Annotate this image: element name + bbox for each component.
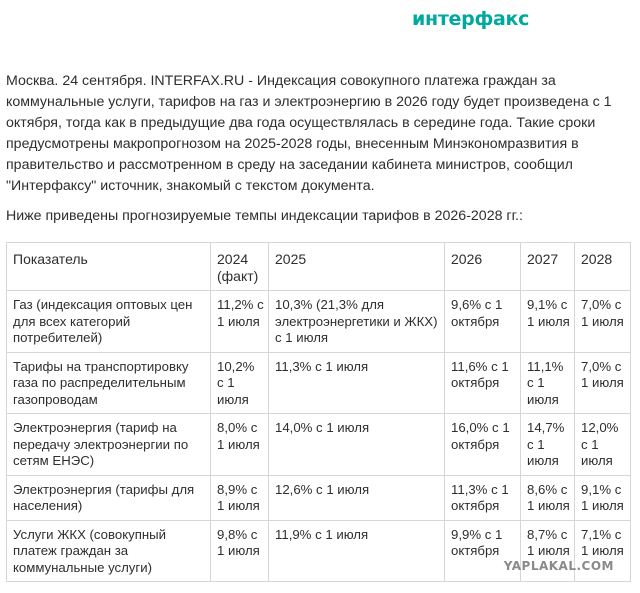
table-cell: 11,3% с 1 июля <box>269 352 445 414</box>
table-cell: 8,7% с 1 июля <box>521 520 575 582</box>
table-cell: 11,6% с 1 октября <box>445 352 521 414</box>
table-cell: 9,1% с 1 июля <box>521 291 575 353</box>
table-cell: Газ (индексация оптовых цен для всех категорий потребителей) <box>7 291 211 353</box>
header-2027: 2027 <box>521 243 575 291</box>
header-2024: 2024 (факт) <box>211 243 269 291</box>
table-cell: 14,7% с 1 июля <box>521 414 575 476</box>
table-cell: 7,1% с 1 июля <box>575 520 631 582</box>
table-cell: 11,2% с 1 июля <box>211 291 269 353</box>
watermark: YAPLAKAL.COM <box>503 559 614 573</box>
table-cell: 12,6% с 1 июля <box>269 475 445 520</box>
table-cell: 16,0% с 1 октября <box>445 414 521 476</box>
table-cell: 11,1% с 1 июля <box>521 352 575 414</box>
header-2025: 2025 <box>269 243 445 291</box>
table-cell: 10,2% с 1 июля <box>211 352 269 414</box>
table-cell: Услуги ЖКХ (совокупный платеж граждан за коммунальные услуги) <box>7 520 211 582</box>
table-cell: 7,0% с 1 июля <box>575 291 631 353</box>
table-cell: 9,8% с 1 июля <box>211 520 269 582</box>
table-cell: 9,9% с 1 октября <box>445 520 521 582</box>
table-row <box>7 352 631 414</box>
table-row <box>7 475 631 520</box>
table-cell: 14,0% с 1 июля <box>269 414 445 476</box>
tariff-table <box>6 242 631 582</box>
table-cell: 7,0% с 1 июля <box>575 352 631 414</box>
table-cell: 8,9% с 1 июля <box>211 475 269 520</box>
interfax-logo[interactable]: интерфакс <box>412 8 530 30</box>
table-intro: Ниже приведены прогнозируемые темпы индексации тарифов в 2026-2028 гг.: <box>6 208 523 224</box>
table-cell: 12,0% с 1 июля <box>575 414 631 476</box>
table-header-row <box>7 243 631 291</box>
table-cell: 10,3% (21,3% для электроэнергетики и ЖКХ) с 1 июля <box>269 291 445 353</box>
table-cell: 8,0% с 1 июля <box>211 414 269 476</box>
table-cell: 9,6% с 1 октября <box>445 291 521 353</box>
article-lead: Москва. 24 сентября. INTERFAX.RU - Индексация совокупного платежа граждан за коммунальные услуги, тарифов на газ и электроэнергию в 2026 году будет произведена с 1 октября, тогда как в предыдущие два года осуществлялась в середине года. Такие сроки предусмотрены макропрогнозом на 2025-2028 годы, внесенным Минэкономразвития в правительство и рассмотренном в среду на заседании кабинета министров, сообщил "Интерфаксу" источник, знакомый с текстом документа. <box>6 73 612 194</box>
table-cell: 11,3% с 1 октября <box>445 475 521 520</box>
table-cell: Тарифы на транспортировку газа по распределительным газопроводам <box>7 352 211 414</box>
table-row <box>7 414 631 476</box>
header-2026: 2026 <box>445 243 521 291</box>
table-cell: 8,6% с 1 июля <box>521 475 575 520</box>
table-cell: 11,9% с 1 июля <box>269 520 445 582</box>
header-indicator: Показатель <box>7 243 211 291</box>
table-cell: 9,1% с 1 июля <box>575 475 631 520</box>
header-2028: 2028 <box>575 243 631 291</box>
table-row <box>7 291 631 353</box>
table-cell: Электроэнергия (тарифы для населения) <box>7 475 211 520</box>
table-cell: Электроэнергия (тариф на передачу электроэнергии по сетям ЕНЭС) <box>7 414 211 476</box>
